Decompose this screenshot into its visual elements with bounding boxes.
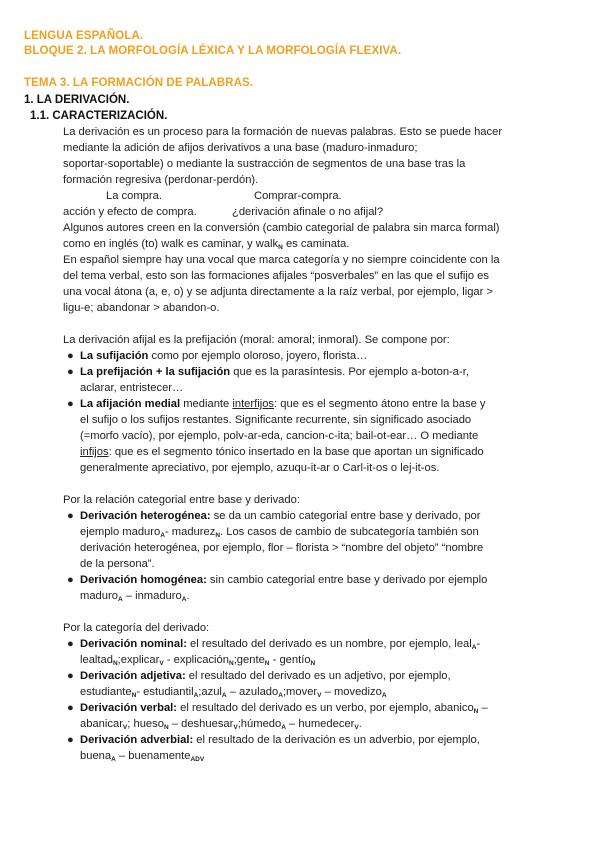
- intro-line-4: formación regresiva (perdonar-perdón).: [63, 174, 259, 186]
- example-comprar-compra: Comprar-compra.: [254, 190, 342, 202]
- course-title: LENGUA ESPAÑOLA.: [24, 30, 144, 42]
- bullet-icon: ●: [67, 350, 74, 362]
- example-la-compra: La compra.: [106, 190, 162, 202]
- block-title: BLOQUE 2. LA MORFOLOGÍA LÉXICA Y LA MORFOLOGÍA FLEXIVA.: [24, 45, 402, 57]
- bullet-icon: ●: [67, 574, 74, 586]
- bullet-icon: ●: [67, 366, 74, 378]
- bullet-icon: ●: [67, 734, 74, 746]
- vowel-line-2: del tema verbal, esto son las formaciones afijales “posverbales” en las que el sufijo es: [63, 270, 489, 282]
- list-item-adverbial: ● Derivación adverbial: el resultado de la derivación es un adverbio, por ejemplo, buena$_A$ – buenamente$_{ADV}$: [67, 734, 480, 763]
- list-item-prefijacion: ● La prefijación + la sufijación que es la parasíntesis. Por ejemplo a-boton-a-r, aclarar, entristecer…: [67, 366, 469, 394]
- category-intro: Por la categoría del derivado:: [63, 622, 210, 634]
- afijal-intro: La derivación afijal es la prefijación (moral: amoral; inmoral). Se compone por:: [63, 334, 450, 346]
- bullet-icon: ●: [67, 638, 74, 650]
- intro-line-1: La derivación es un proceso para la formación de nuevas palabras. Esto se puede hacer: [63, 126, 503, 138]
- example-question: ¿derivación afinale o no afijal?: [232, 206, 384, 218]
- list-item-adjetiva: ● Derivación adjetiva: el resultado del derivado es un adjetivo, por ejemplo, estudiante$_N$- estudiantil$_A$;azul$_A$ – azulado$_A$;mover$_V$ – movedizo$_A$: [67, 670, 451, 699]
- conversion-line-2: como en inglés (to) walk es caminar, y walk$_N$ es caminata.: [63, 238, 350, 251]
- list-item-sufijacion: ● La sufijación como por ejemplo oloroso, joyero, florista…: [67, 350, 368, 362]
- list-item-verbal: ● Derivación verbal: el resultado del derivado es un verbo, por ejemplo, abanico$_N$ – abanicar$_V$; hueso$_N$ – deshuesar$_V$;húmedo$_A$ – humedecer$_V$.: [67, 702, 488, 731]
- topic-title: TEMA 3. LA FORMACIÓN DE PALABRAS.: [24, 77, 254, 89]
- vowel-line-3: una vocal átona (a, e, o) y se adjunta directamente a la raíz verbal, por ejemplo, ligar >: [63, 286, 494, 298]
- bullet-icon: ●: [67, 398, 74, 410]
- relation-intro: Por la relación categorial entre base y derivado:: [63, 494, 300, 506]
- bullet-icon: ●: [67, 670, 74, 682]
- list-item-nominal: ● Derivación nominal: el resultado del derivado es un nombre, por ejemplo, leal$_A$- lealtad$_N$;explicar$_V$ - explicación$_N$;gente$_N$ - gentío$_N$: [67, 638, 481, 667]
- section-heading-derivacion: 1. LA DERIVACIÓN.: [24, 94, 130, 106]
- list-item-homogenea: ● Derivación homogénea: sin cambio categorial entre base y derivado por ejemplo maduro$_A$ – inmaduro$_A$.: [67, 574, 488, 603]
- example-accion: acción y efecto de compra.: [63, 206, 197, 218]
- list-item-afijacion-medial: ● La afijación medial mediante interfijos: que es el segmento átono entre la base y el sufijo o los sufijos restantes. Significante recurrente, sin significado asociado (=morfo vacío), por ejemplo, polv-ar-eda, cancion-c-ita; bail-ot-ear… O mediante infijos: que es el segmento tónico insertado en la base que aportan un significado generalmente apreciativo, por ejemplo, azuqu-it-ar o Carl-it-os o lej-it-os.: [67, 398, 486, 474]
- intro-line-3: soportar-soportable) o mediante la sustracción de segmentos de una base tras la: [63, 158, 466, 170]
- vowel-line-1: En español siempre hay una vocal que marca categoría y no siempre coincidente con la: [63, 254, 500, 266]
- vowel-line-4: ligu-e; abandonar > abandon-o.: [63, 302, 220, 314]
- bullet-icon: ●: [67, 510, 74, 522]
- subsection-heading-caracterizacion: 1.1. CARACTERIZACIÓN.: [30, 110, 168, 122]
- intro-line-2: mediante la adición de afijos derivativos a una base (maduro-inmaduro;: [63, 142, 418, 154]
- bullet-icon: ●: [67, 702, 74, 714]
- list-item-heterogenea: ● Derivación heterogénea: se da un cambio categorial entre base y derivado, por ejemplo maduro$_A$- madurez$_N$. Los casos de cambio de subcategoría también son derivación heterogénea, por ejemplo, flor – florista > “nombre del objeto” “nombre de la persona”.: [67, 510, 484, 570]
- conversion-line-1: Algunos autores creen en la conversión (cambio categorial de palabra sin marca formal): [63, 222, 500, 234]
